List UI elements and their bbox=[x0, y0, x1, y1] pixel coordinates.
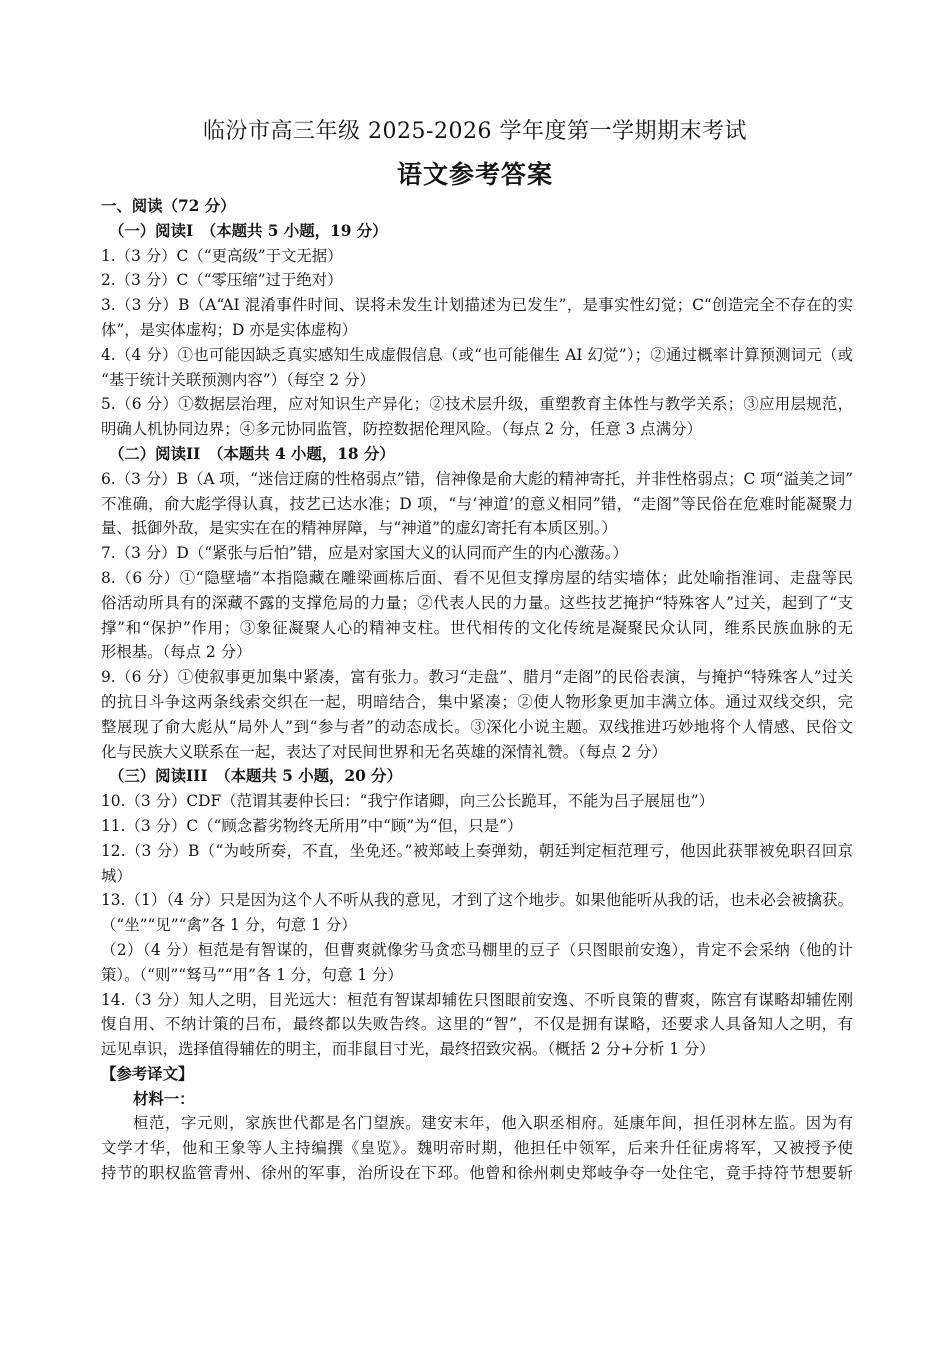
text-line: 文学才华，他和王象等人主持编撰《皇览》。魏明帝时期，他担任中领军，后来升任征虏将军，又被授予使 bbox=[101, 1139, 853, 1158]
text-line: （2）（4 分）桓范是有智谋的，但曹爽就像劣马贪恋马棚里的豆子（只图眼前安逸），肯定不会采纳（他的计 bbox=[101, 940, 853, 959]
text-line: 5.（6 分）①数据层治理，应对知识生产异化；②技术层升级，重塑教育主体性与教学关系；③应用层规范， bbox=[101, 395, 853, 414]
text-line: 明确人机协同边界；④多元协同监管，防控数据伦理风险。（每点 2 分，任意 3 点满分） bbox=[101, 420, 702, 439]
text-line: 策）。（“则”“驽马”“用”各 1 分，句意 1 分） bbox=[101, 965, 403, 984]
answer-content bbox=[101, 194, 853, 1186]
text-line: 6.（3 分）B（A 项，“迷信迂腐的性格弱点”错，信神像是俞大彪的精神寄托，并非性格弱点；C 项“溢美之词” bbox=[101, 469, 853, 488]
text-line: 7.（3 分）D（“紧张与后怕”错，应是对家国大义的认同而产生的内心激荡。） bbox=[101, 544, 628, 563]
text-line: 城） bbox=[101, 866, 132, 885]
text-line: （二）阅读II （本题共 4 小题，18 分） bbox=[109, 444, 395, 463]
text-line: 14.（3 分）知人之明，目光远大：桓范有智谋却辅佐只图眼前安逸、不听良策的曹爽，陈宫有谋略却辅佐刚 bbox=[101, 990, 853, 1009]
exam-title: 临汾市高三年级 2025-2026 学年度第一学期期末考试 bbox=[203, 119, 747, 144]
text-line: 撑”和“保护”作用；③象征凝聚人心的精神支柱。世代相传的文化传统是凝聚民众认同，维系民族血脉的无 bbox=[101, 618, 853, 637]
text-line: （三）阅读III （本题共 5 小题，20 分） bbox=[109, 767, 402, 786]
text-line: 材料一： bbox=[133, 1089, 195, 1108]
text-line: “基于统计关联预测内容”）（每空 2 分） bbox=[101, 370, 375, 389]
text-line: 桓范，字元则，家族世代都是名门望族。建安末年，他入职丞相府。延康年间，担任羽林左监。因为有 bbox=[101, 1114, 853, 1133]
text-line: 9.（6 分）①使叙事更加集中紧凑，富有张力。教习“走盘”、腊月“走阁”的民俗表演，与掩护“特殊客人”过关 bbox=[101, 668, 853, 687]
text-line: 3.（3 分）B（A“AI 混淆事件时间、误将未发生计划描述为已发生”，是事实性幻觉；C“创造完全不存在的实 bbox=[101, 296, 853, 315]
text-line: 8.（6 分）①“隐壁墙”本指隐藏在雕梁画栋后面、看不见但支撑房屋的结实墙体；此处喻指淮词、走盘等民 bbox=[101, 568, 853, 587]
text-line: 10.（3 分）CDF（范谓其妻仲长曰：“我宁作诸卿，向三公长跪耳，不能为吕子展屈也”） bbox=[101, 792, 714, 811]
text-line: 量、抵御外敌，是实实在在的精神屏障，与“神道”的虚幻寄托有本质区别。） bbox=[101, 519, 617, 538]
text-line: 整展现了俞大彪从“局外人”到“参与者”的动态成长。③深化小说主题。双线推进巧妙地将个人情感、民俗文 bbox=[101, 717, 853, 736]
text-line: 远见卓识，选择值得辅佐的明主，而非鼠目寸光，最终招致灾祸。（概括 2 分+分析 1 分） bbox=[101, 1040, 715, 1059]
text-line: 4.（4 分）①也可能因缺乏真实感知生成虚假信息（或“也可能催生 AI 幻觉”）；②通过概率计算预测词元（或 bbox=[101, 345, 853, 364]
text-line: 俗活动所具有的深藏不露的支撑危局的力量；②代表人民的力量。这些技艺掩护“特殊客人”过关，起到了“支 bbox=[101, 593, 853, 612]
text-line: 不准确，俞大彪学得认真，技艺已达水准；D 项，“与‘神道’的意义相同”错，“走阁”等民俗在危难时能凝聚力 bbox=[101, 494, 853, 513]
answer-key-title: 语文参考答案 bbox=[396, 160, 553, 189]
text-line: 1.（3 分）C（“更高级”于文无据） bbox=[101, 246, 343, 265]
text-line: 体”，是实体虚构；D 亦是实体虚构） bbox=[101, 320, 357, 339]
text-line: 的抗日斗争这两条线索交织在一起，明暗结合，集中紧凑；②使人物形象更加丰满立体。通过双线交织，完 bbox=[101, 692, 853, 711]
text-line: 11.（3 分）C（“顾念蓄劣物终无所用”中“顾”为“但，只是”） bbox=[101, 816, 523, 835]
text-line: 愎自用、不纳计策的吕布，最终都以失败告终。这里的“智”，不仅是拥有谋略，还要求人具备知人之明，有 bbox=[101, 1015, 853, 1034]
text-line: 13.（1）（4 分）只是因为这个人不听从我的意见，才到了这个地步。如果他能听从我的话，也未必会被擒获。 bbox=[101, 891, 853, 910]
text-line: 持节的职权监管青州、徐州的军事，治所设在下邳。他曾和徐州刺史郑岐争夺一处住宅，竟手持符节想要斩 bbox=[101, 1164, 853, 1183]
text-line: 一、阅读（72 分） bbox=[101, 197, 236, 215]
text-line: 【参考译文】 bbox=[101, 1064, 194, 1083]
text-line: （一）阅读I （本题共 5 小题，19 分） bbox=[109, 221, 388, 240]
text-line: 化与民族大义联系在一起，表达了对民间世界和无名英雄的深情礼赞。（每点 2 分） bbox=[101, 742, 667, 761]
text-line: 形根基。（每点 2 分） bbox=[101, 643, 252, 662]
text-line: （“坐”“见”“禽”各 1 分，句意 1 分） bbox=[101, 916, 357, 935]
text-line: 12.（3 分）B（“为岐所奏，不直，坐免还。”被郑岐上奏弹劾，朝廷判定桓范理亏，他因此获罪被免职召回京 bbox=[101, 841, 853, 860]
text-line: 2.（3 分）C（“零压缩”过于绝对） bbox=[101, 271, 343, 290]
